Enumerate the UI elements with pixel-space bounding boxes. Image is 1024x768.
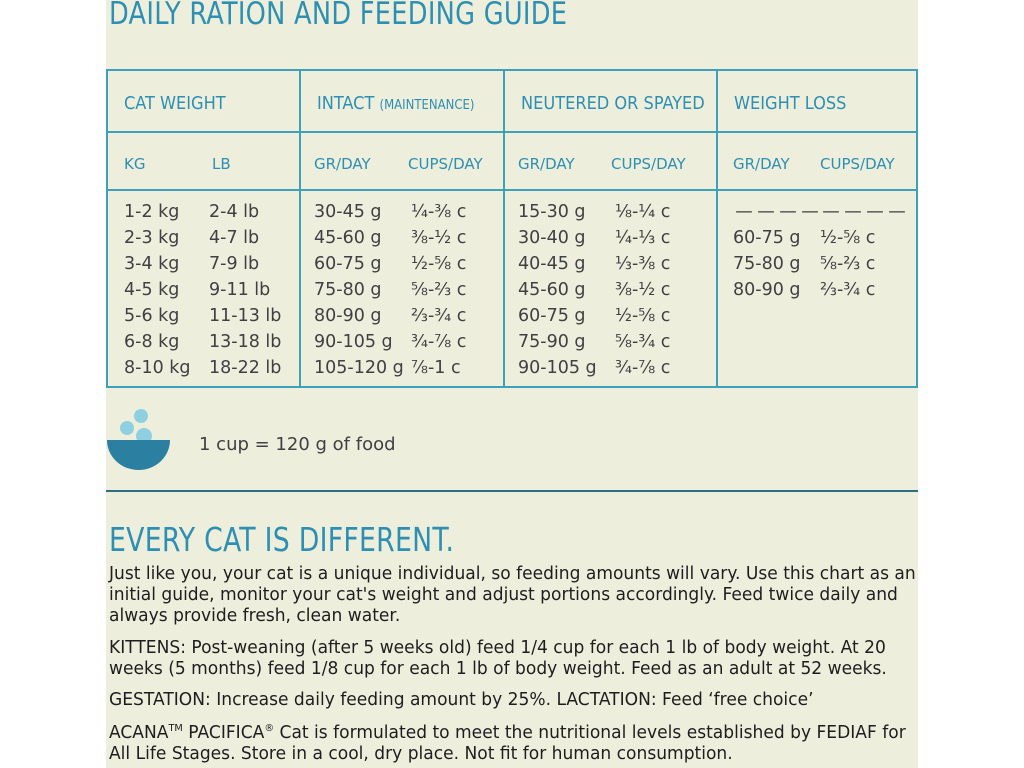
- loss-values-cell: [717, 190, 917, 387]
- table-cell-neutered-cups: ¼-⅓ c: [615, 228, 671, 248]
- table-cell-loss-gr: 80-90 g: [733, 280, 801, 300]
- table-cell-lb: 2-4 lb: [209, 202, 260, 222]
- table-header-row: [107, 70, 917, 132]
- neutered-gr-column: [518, 199, 597, 381]
- table-cell-intact-cups: ⅜-½ c: [411, 228, 467, 248]
- table-cell-kg: 5-6 kg: [124, 306, 180, 326]
- subheader-loss-cups: CUPS/DAY: [820, 155, 895, 173]
- table-cell-intact-cups: ⅞-1 c: [411, 358, 461, 378]
- table-cell-loss-cups: ½-⅝ c: [820, 228, 876, 248]
- table-cell-intact-gr: 105-120 g: [314, 358, 404, 378]
- table-cell-loss-cups: —: [888, 202, 906, 222]
- table-cell-lb: 4-7 lb: [209, 228, 260, 248]
- table-cell-neutered-gr: 15-30 g: [518, 202, 586, 222]
- subheader-weight: [107, 132, 300, 190]
- table-cell-kg: 3-4 kg: [124, 254, 180, 274]
- trademark-mark: TM: [168, 723, 183, 734]
- intact-values-cell: [300, 190, 504, 387]
- table-cell-kg: 1-2 kg: [124, 202, 180, 222]
- table-cell-loss-gr: —: [757, 202, 775, 222]
- table-cell-neutered-cups: ½-⅝ c: [615, 306, 671, 326]
- page-title: DAILY RATION AND FEEDING GUIDE: [109, 0, 568, 32]
- feeding-guide-panel: [106, 0, 918, 768]
- table-cell-neutered-gr: 75-90 g: [518, 332, 586, 352]
- subheader-loss: [717, 132, 917, 190]
- table-cell-intact-cups: ½-⅝ c: [411, 254, 467, 274]
- table-cell-neutered-gr: 60-75 g: [518, 306, 586, 326]
- subheader-kg: KG: [124, 155, 146, 173]
- table-data-row: [107, 190, 917, 387]
- table-cell-loss-gr: 60-75 g: [733, 228, 801, 248]
- table-cell-intact-cups: ¼-⅜ c: [411, 202, 467, 222]
- lb-column: [209, 199, 281, 381]
- header-intact: INTACT (MAINTENANCE): [300, 70, 504, 132]
- table-cell-loss-gr: 75-80 g: [733, 254, 801, 274]
- cup-measure-note: [106, 406, 918, 476]
- header-weight-loss: WEIGHT LOSS: [717, 70, 917, 132]
- table-cell-kg: 6-8 kg: [124, 332, 180, 352]
- intro-paragraph: Just like you, your cat is a unique individual, so feeding amounts will vary. Use this chart as an initial guide, monitor your cat's weight and adjust portions accordingly. Feed twice daily and always provide fresh, clean water.: [109, 564, 916, 626]
- table-cell-lb: 11-13 lb: [209, 306, 282, 326]
- table-cell-neutered-cups: ⅝-¾ c: [615, 332, 671, 352]
- table-cell-loss-cups: ⅔-¾ c: [820, 280, 876, 300]
- section-divider: [106, 490, 918, 492]
- formulation-text: Cat is formulated to meet the nutritional levels established by FEDIAF for All Life Stages. Store in a cool, dry place. Not fit for human consumption.: [109, 723, 906, 764]
- neutered-values-cell: [504, 190, 717, 387]
- loss-cups-column: [820, 199, 908, 303]
- table-cell-loss-cups: ⅝-⅔ c: [820, 254, 876, 274]
- table-cell-intact-gr: 75-80 g: [314, 280, 382, 300]
- formulation-paragraph: [109, 723, 919, 765]
- table-cell-neutered-cups: ⅜-½ c: [615, 280, 671, 300]
- table-cell-neutered-gr: 45-60 g: [518, 280, 586, 300]
- header-cat-weight: CAT WEIGHT: [107, 70, 300, 132]
- table-cell-intact-gr: 80-90 g: [314, 306, 382, 326]
- table-cell-lb: 7-9 lb: [209, 254, 260, 274]
- table-cell-intact-gr: 30-45 g: [314, 202, 382, 222]
- table-cell-intact-cups: ⅔-¾ c: [411, 306, 467, 326]
- registered-mark: ®: [264, 723, 275, 734]
- feeding-table: [106, 69, 918, 388]
- table-cell-neutered-cups: ¾-⅞ c: [615, 358, 671, 378]
- table-cell-intact-cups: ¾-⅞ c: [411, 332, 467, 352]
- table-cell-intact-gr: 60-75 g: [314, 254, 382, 274]
- table-cell-lb: 9-11 lb: [209, 280, 271, 300]
- subheader-neutered-gr: GR/DAY: [518, 155, 575, 173]
- table-cell-neutered-gr: 90-105 g: [518, 358, 597, 378]
- table-cell-lb: 18-22 lb: [209, 358, 282, 378]
- kittens-paragraph: KITTENS: Post-weaning (after 5 weeks old) feed 1/4 cup for each 1 lb of body weight. At 20 weeks (5 months) feed 1/8 cup for each 1 lb of body weight. Feed as an adult at 52 weeks.: [109, 638, 887, 679]
- cup-equivalence-text: 1 cup = 120 g of food: [199, 434, 396, 455]
- table-cell-loss-cups: —: [844, 202, 862, 222]
- table-cell-neutered-gr: 30-40 g: [518, 228, 586, 248]
- header-neutered: NEUTERED OR SPAYED: [504, 70, 717, 132]
- loss-gr-column: [733, 199, 821, 303]
- intact-gr-column: [314, 199, 404, 381]
- subheader-neutered: [504, 132, 717, 190]
- table-cell-neutered-gr: 40-45 g: [518, 254, 586, 274]
- table-subheader-row: [107, 132, 917, 190]
- table-cell-kg: 4-5 kg: [124, 280, 180, 300]
- table-cell-neutered-cups: ⅓-⅜ c: [615, 254, 671, 274]
- subheader-lb: LB: [212, 155, 231, 173]
- brand-name: ACANA: [109, 723, 169, 743]
- intact-cups-column: [411, 199, 466, 381]
- table-cell-intact-gr: 45-60 g: [314, 228, 382, 248]
- subheader-neutered-cups: CUPS/DAY: [611, 155, 686, 173]
- subheader-intact: [300, 132, 504, 190]
- subheader-intact-gr: GR/DAY: [314, 155, 371, 173]
- table-cell-kg: 8-10 kg: [124, 358, 191, 378]
- table-cell-loss-gr: —: [801, 202, 819, 222]
- table-cell-intact-gr: 90-105 g: [314, 332, 393, 352]
- table-cell-intact-cups: ⅝-⅔ c: [411, 280, 467, 300]
- subheader-loss-gr: GR/DAY: [733, 155, 790, 173]
- food-bowl-icon: [106, 406, 176, 472]
- neutered-cups-column: [615, 199, 670, 381]
- subheader-intact-cups: CUPS/DAY: [408, 155, 483, 173]
- table-cell-neutered-cups: ⅛-¼ c: [615, 202, 671, 222]
- table-cell-loss-gr: —: [735, 202, 753, 222]
- gestation-paragraph: GESTATION: Increase daily feeding amount by 25%. LACTATION: Feed ‘free choice’: [109, 690, 814, 710]
- table-cell-loss-cups: —: [866, 202, 884, 222]
- table-cell-lb: 13-18 lb: [209, 332, 282, 352]
- table-cell-loss-cups: —: [822, 202, 840, 222]
- weight-values-cell: [107, 190, 300, 387]
- product-name: PACIFICA: [188, 723, 265, 743]
- section-title: EVERY CAT IS DIFFERENT.: [109, 520, 455, 559]
- kg-column: [124, 199, 191, 381]
- table-cell-kg: 2-3 kg: [124, 228, 180, 248]
- header-intact-note: (MAINTENANCE): [379, 98, 475, 113]
- table-cell-loss-gr: —: [779, 202, 797, 222]
